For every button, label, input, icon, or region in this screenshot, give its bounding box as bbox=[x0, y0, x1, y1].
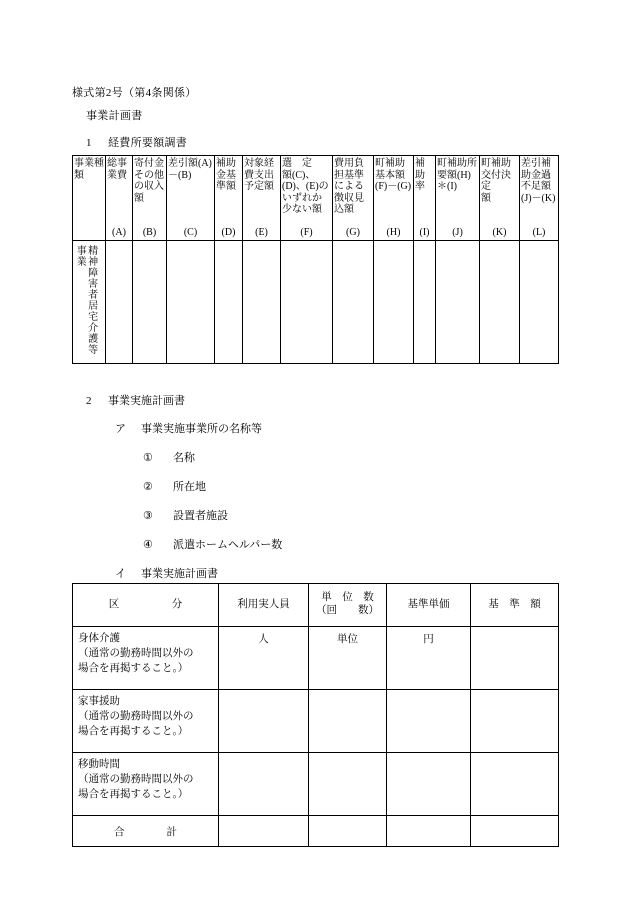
header-cell-persons: 利用実人員 bbox=[219, 584, 309, 627]
header-label: 町補助基本額(F)－(G) bbox=[375, 158, 412, 193]
header-cell-selected-amount bbox=[281, 156, 333, 241]
row-category-cell bbox=[73, 241, 106, 364]
list-item-label: 名称 bbox=[173, 452, 195, 464]
list-item-mark: ① bbox=[143, 452, 153, 464]
row-value-unit-price[interactable] bbox=[387, 690, 471, 753]
section-1-heading bbox=[86, 134, 187, 150]
implementation-plan-table bbox=[72, 583, 559, 847]
row-value-target-expense[interactable] bbox=[243, 241, 281, 364]
header-code: (G) bbox=[346, 226, 360, 238]
header-code: (B) bbox=[142, 226, 157, 238]
total-value-amount[interactable] bbox=[471, 816, 559, 847]
row-label-physical-care bbox=[73, 627, 219, 690]
table-total-row bbox=[73, 816, 559, 847]
row-label-housework-support bbox=[73, 690, 219, 753]
header-label: 補助率 bbox=[415, 158, 425, 193]
list-item bbox=[143, 449, 195, 465]
header-label: 費用負担基準による徴収見込額 bbox=[334, 158, 364, 216]
header-cell-target-expense bbox=[243, 156, 281, 241]
list-item bbox=[143, 536, 282, 552]
row-value-amount[interactable] bbox=[471, 753, 559, 816]
total-value-unit-price[interactable] bbox=[387, 816, 471, 847]
header-cell-town-subsidy-required bbox=[436, 156, 480, 241]
row-label-line3: 場合を再掲すること。） bbox=[78, 789, 189, 801]
table-header-row bbox=[73, 584, 559, 627]
header-cell-total-cost bbox=[106, 156, 133, 241]
header-cell-donation-income bbox=[133, 156, 167, 241]
header-cell-subsidy-rate bbox=[414, 156, 436, 241]
subsection-a-mark: ア bbox=[115, 423, 126, 435]
list-item-mark: ③ bbox=[143, 510, 153, 522]
header-label: 寄付金その他の収入額 bbox=[134, 158, 164, 204]
document-title: 事業計画書 bbox=[86, 110, 143, 122]
row-label-line2: （通常の勤務時間以外の bbox=[78, 648, 194, 660]
list-item-label: 派遣ホームヘルパー数 bbox=[173, 539, 283, 551]
row-value-selected-amount[interactable] bbox=[281, 241, 333, 364]
row-value-persons[interactable] bbox=[219, 753, 309, 816]
header-code: (J) bbox=[452, 226, 463, 238]
row-value-amount[interactable] bbox=[471, 627, 559, 690]
row-category-label: 精神障害者居宅介護等事業 bbox=[74, 245, 97, 355]
header-label: 町補助交付決定 額 bbox=[481, 158, 511, 204]
section-2-heading bbox=[86, 392, 185, 408]
header-label: 選 定 額(C)、(D)、(E)のいずれか少ない額 bbox=[282, 158, 329, 216]
row-label-line3: 場合を再掲すること。） bbox=[78, 663, 189, 675]
row-value-collection-estimate[interactable] bbox=[333, 241, 374, 364]
row-label-line2: （通常の勤務時間以外の bbox=[78, 711, 194, 723]
row-value-town-subsidy-decided[interactable] bbox=[480, 241, 520, 364]
list-item bbox=[143, 507, 228, 523]
header-units-line2: （回 数） bbox=[316, 605, 379, 616]
header-cell-category bbox=[73, 156, 106, 241]
row-value-amount[interactable] bbox=[471, 690, 559, 753]
table-row bbox=[73, 690, 559, 753]
list-item-mark: ④ bbox=[143, 539, 153, 551]
header-cell-division: 区 分 bbox=[73, 584, 219, 627]
header-cell-difference bbox=[167, 156, 215, 241]
row-label-line1: 身体介護 bbox=[78, 633, 120, 644]
row-value-persons[interactable]: 人 bbox=[219, 627, 309, 690]
row-label-line2: （通常の勤務時間以外の bbox=[78, 774, 194, 786]
subsection-a-heading bbox=[115, 420, 262, 436]
row-label-line1: 家事援助 bbox=[78, 696, 120, 707]
table-row bbox=[73, 241, 559, 364]
row-value-total-cost[interactable] bbox=[106, 241, 133, 364]
header-label: 補助金基準額 bbox=[216, 158, 236, 193]
header-label: 町補助所要額(H)＊(I) bbox=[437, 158, 477, 193]
header-code: (H) bbox=[386, 226, 401, 238]
total-value-persons[interactable] bbox=[219, 816, 309, 847]
header-cell-standard-amount: 基 準 額 bbox=[471, 584, 559, 627]
list-item bbox=[143, 478, 206, 494]
row-value-town-subsidy-base[interactable] bbox=[374, 241, 414, 364]
section-2-number: 2 bbox=[86, 395, 92, 407]
subsection-a-label: 事業実施事業所の名称等 bbox=[141, 423, 262, 435]
header-cell-surplus-shortage bbox=[520, 156, 559, 241]
header-code: (K) bbox=[492, 226, 507, 238]
subsection-i-label: 事業実施計画書 bbox=[141, 568, 218, 580]
row-value-persons[interactable] bbox=[219, 690, 309, 753]
list-item-label: 設置者施設 bbox=[173, 510, 228, 522]
row-value-donation-income[interactable] bbox=[133, 241, 167, 364]
header-code: (E) bbox=[255, 226, 268, 238]
row-value-units[interactable] bbox=[309, 753, 387, 816]
row-value-surplus-shortage[interactable] bbox=[520, 241, 559, 364]
header-cell-town-subsidy-decided bbox=[480, 156, 520, 241]
row-value-town-subsidy-required[interactable] bbox=[436, 241, 480, 364]
header-units-line1: 単 位 数 bbox=[321, 592, 374, 604]
header-label: 差引補助金過不足額(J)－(K) bbox=[521, 158, 556, 204]
table-row bbox=[73, 627, 559, 690]
section-2-label: 事業実施計画書 bbox=[108, 395, 185, 407]
section-1-number: 1 bbox=[86, 137, 92, 149]
header-cell-subsidy-standard bbox=[215, 156, 243, 241]
list-item-mark: ② bbox=[143, 481, 153, 493]
subsection-i-mark: イ bbox=[115, 568, 126, 580]
row-label-line3: 場合を再掲すること。） bbox=[78, 726, 189, 738]
header-code: (F) bbox=[300, 226, 313, 238]
row-value-unit-price[interactable]: 円 bbox=[387, 627, 471, 690]
table-header-row bbox=[73, 156, 559, 241]
total-label: 合 計 bbox=[73, 816, 219, 847]
header-label: 事業種類 bbox=[74, 158, 104, 181]
row-value-subsidy-rate[interactable] bbox=[414, 241, 436, 364]
table-row bbox=[73, 753, 559, 816]
row-value-subsidy-standard[interactable] bbox=[215, 241, 243, 364]
header-code: (D) bbox=[221, 226, 236, 238]
header-cell-units bbox=[309, 584, 387, 627]
row-value-units[interactable]: 単位 bbox=[309, 627, 387, 690]
row-value-units[interactable] bbox=[309, 690, 387, 753]
subsection-i-heading bbox=[115, 565, 218, 581]
total-value-units[interactable] bbox=[309, 816, 387, 847]
section-1-label: 経費所要額調書 bbox=[108, 137, 188, 149]
form-number: 様式第2号（第4条関係） bbox=[72, 87, 197, 99]
row-label-line1: 移動時間 bbox=[78, 759, 120, 770]
header-code: (C) bbox=[183, 226, 198, 238]
header-label: 差引額(A)－(B) bbox=[168, 158, 212, 181]
header-code: (A) bbox=[112, 226, 126, 238]
row-value-unit-price[interactable] bbox=[387, 753, 471, 816]
header-cell-collection-estimate bbox=[333, 156, 374, 241]
header-label: 対象経費支出予定額 bbox=[244, 158, 274, 193]
row-value-difference[interactable] bbox=[167, 241, 215, 364]
header-code: (L) bbox=[532, 226, 546, 238]
header-cell-town-subsidy-base bbox=[374, 156, 414, 241]
header-code: (I) bbox=[419, 226, 430, 238]
row-label-travel-time bbox=[73, 753, 219, 816]
list-item-label: 所在地 bbox=[173, 481, 206, 493]
header-cell-unit-price: 基準単価 bbox=[387, 584, 471, 627]
expense-requirement-table bbox=[72, 155, 559, 364]
header-label: 総事業費 bbox=[107, 158, 127, 181]
